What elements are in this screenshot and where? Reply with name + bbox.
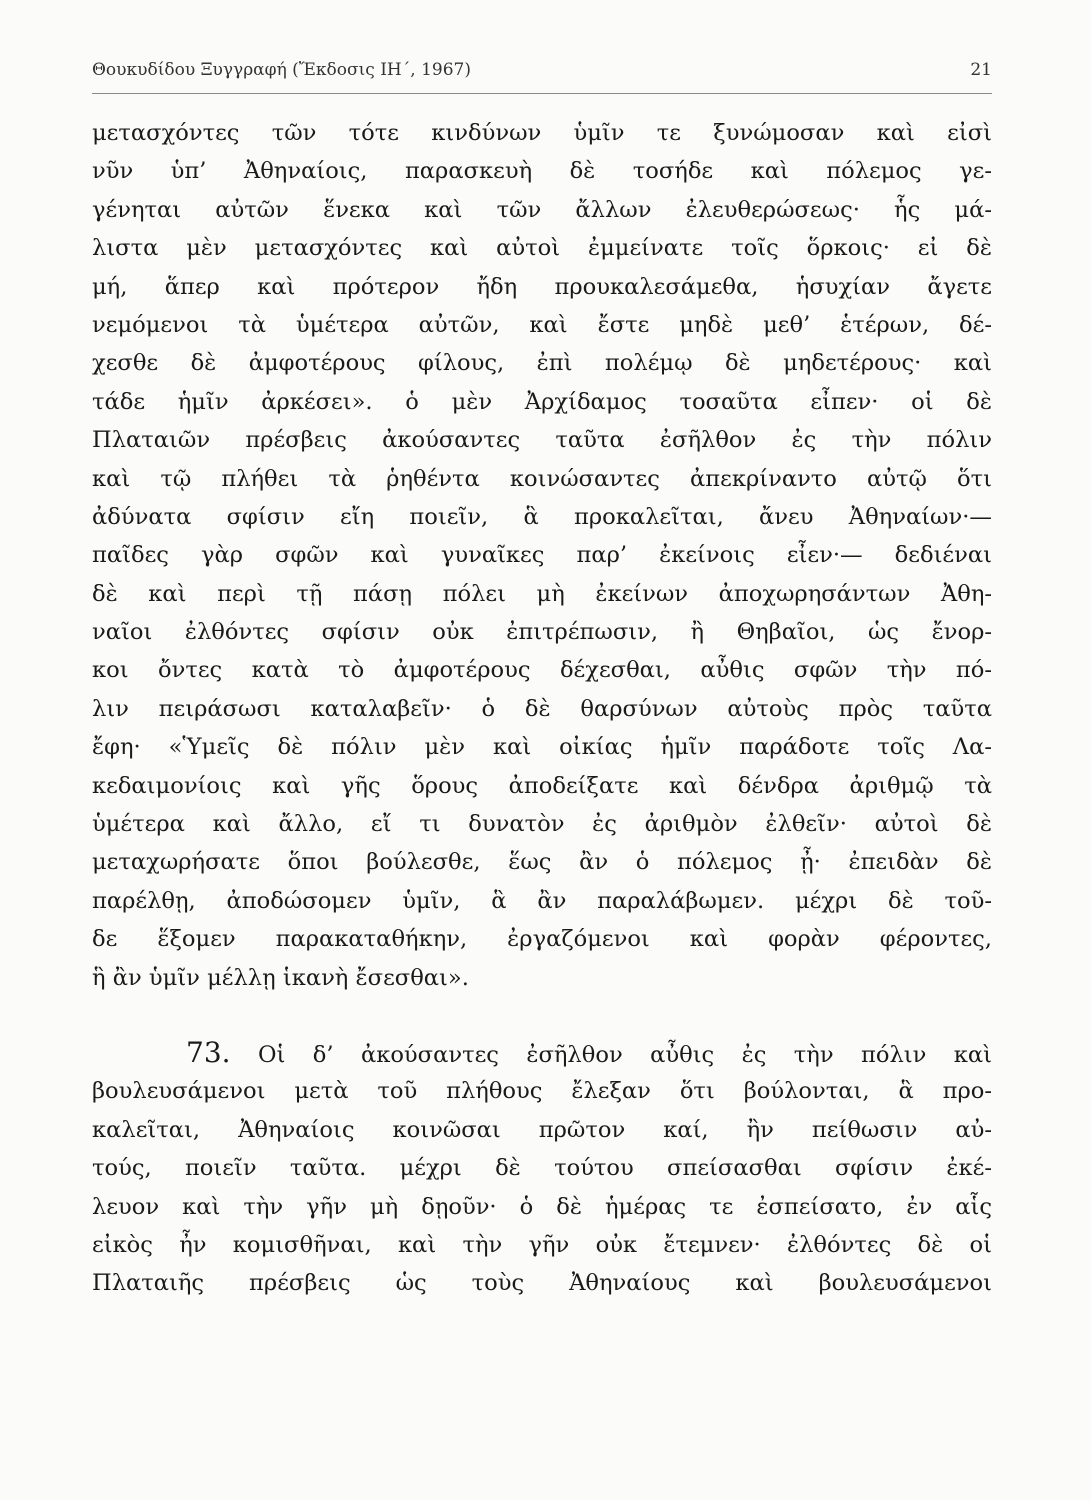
paragraph-73 [92, 1034, 992, 1303]
text-line: λιν πειράσωσι καταλαβεῖν· ὁ δὲ θαρσύνων αὐτοὺς πρὸς ταῦτα [92, 695, 992, 722]
text-line: δὲ καὶ περὶ τῇ πάσῃ πόλει μὴ ἐκείνων ἀποχωρησάντων Ἀθη- [92, 580, 992, 607]
text-line: μή, ἅπερ καὶ πρότερον ἤδη προυκαλεσάμεθα, ἡσυχίαν ἄγετε [92, 273, 992, 300]
text-line: δε ἕξομεν παρακαταθήκην, ἐργαζόμενοι καὶ φορὰν φέροντες, [92, 926, 992, 953]
text-line: καὶ τῷ πλήθει τὰ ῥηθέντα κοινώσαντες ἀπεκρίναντο αὐτῷ ὅτι [92, 465, 992, 492]
running-head-title: Θουκυδίδου Ξυγγραφή (Ἔκδοσις ΙΗ΄, 1967) [92, 60, 471, 80]
text-line: κεδαιμονίοις καὶ γῆς ὅρους ἀποδείξατε καὶ δένδρα ἀριθμῷ τὰ [92, 772, 992, 799]
header-rule [92, 93, 992, 94]
text-line: χεσθε δὲ ἀμφοτέρους φίλους, ἐπὶ πολέμῳ δὲ μηδετέρους· καὶ [92, 350, 992, 377]
text-line: παῖδες γὰρ σφῶν καὶ γυναῖκες παρ’ ἐκείνοις εἶεν·— δεδιέναι [92, 542, 992, 569]
text-line: ἣ ἂν ὑμῖν μέλλῃ ἱκανὴ ἔσεσθαι». [92, 964, 469, 991]
text-line: νῦν ὑπ’ Ἀθηναίοις, παρασκευὴ δὲ τοσήδε καὶ πόλεμος γε- [92, 158, 992, 185]
text-line: λιστα μὲν μετασχόντες καὶ αὐτοὶ ἐμμείνατε τοῖς ὅρκοις· εἰ δὲ [92, 235, 992, 262]
text-line: νεμόμενοι τὰ ὑμέτερα αὐτῶν, καὶ ἔστε μηδὲ μεθ’ ἑτέρων, δέ- [92, 311, 992, 338]
text-line: εἰκὸς ἦν κομισθῆναι, καὶ τὴν γῆν οὐκ ἔτεμνεν· ἐλθόντες δὲ οἱ [92, 1231, 992, 1258]
section-number: 73. [186, 1035, 231, 1069]
paragraph-gap [92, 997, 992, 1034]
text-line: ἔφη· «Ὑμεῖς δὲ πόλιν μὲν καὶ οἰκίας ἡμῖν παράδοτε τοῖς Λα- [92, 734, 992, 761]
text-line: τούς, ποιεῖν ταῦτα. μέχρι δὲ τούτου σπείσασθαι σφίσιν ἐκέ- [92, 1155, 992, 1182]
text-line: ὑμέτερα καὶ ἄλλο, εἴ τι δυνατὸν ἐς ἀριθμὸν ἐλθεῖν· αὐτοὶ δὲ [92, 811, 992, 838]
text-line: ἀδύνατα σφίσιν εἴη ποιεῖν, ἃ προκαλεῖται, ἄνευ Ἀθηναίων·— [92, 503, 992, 530]
text-line: μετασχόντες τῶν τότε κινδύνων ὑμῖν τε ξυνώμοσαν καὶ εἰσὶ [92, 120, 992, 146]
text-line: κοι ὄντες κατὰ τὸ ἀμφοτέρους δέχεσθαι, αὖθις σφῶν τὴν πό- [92, 657, 992, 684]
text-line: τάδε ἡμῖν ἀρκέσει». ὁ μὲν Ἀρχίδαμος τοσαῦτα εἶπεν· οἱ δὲ [92, 388, 992, 415]
text-line: λευον καὶ τὴν γῆν μὴ δῃοῦν· ὁ δὲ ἡμέρας τε ἐσπείσατο, ἐν αἷς [92, 1193, 992, 1220]
paragraph-72-continued [92, 114, 992, 997]
text-line: γένηται αὐτῶν ἕνεκα καὶ τῶν ἄλλων ἐλευθερώσεως· ἧς μά- [92, 196, 992, 223]
running-head [92, 60, 992, 84]
text-line: καλεῖται, Ἀθηναίοις κοινῶσαι πρῶτον καί, ἢν πείθωσιν αὐ- [92, 1116, 992, 1143]
text-line: μεταχωρήσατε ὅποι βούλεσθε, ἕως ἂν ὁ πόλεμος ᾖ· ἐπειδὰν δὲ [92, 849, 992, 876]
text-line: παρέλθῃ, ἀποδώσομεν ὑμῖν, ἃ ἂν παραλάβωμεν. μέχρι δὲ τοῦ- [92, 887, 992, 914]
main-text [92, 114, 992, 1303]
text-line: ναῖοι ἐλθόντες σφίσιν οὐκ ἐπιτρέπωσιν, ἢ Θηβαῖοι, ὡς ἔνορ- [92, 619, 992, 646]
page-number: 21 [970, 60, 992, 80]
text-line: βουλευσάμενοι μετὰ τοῦ πλήθους ἔλεξαν ὅτι βούλονται, ἃ προ- [92, 1078, 992, 1105]
text-line: Πλαταιῶν πρέσβεις ἀκούσαντες ταῦτα ἐσῆλθον ἐς τὴν πόλιν [92, 427, 992, 454]
text-line: Πλαταιῆς πρέσβεις ὡς τοὺς Ἀθηναίους καὶ βουλευσάμενοι [92, 1270, 992, 1297]
section-first-line [92, 1034, 992, 1072]
section-first-text: Οἱ δ’ ἀκούσαντες ἐσῆλθον αὖθις ἐς τὴν πόλιν καὶ [257, 1041, 992, 1068]
